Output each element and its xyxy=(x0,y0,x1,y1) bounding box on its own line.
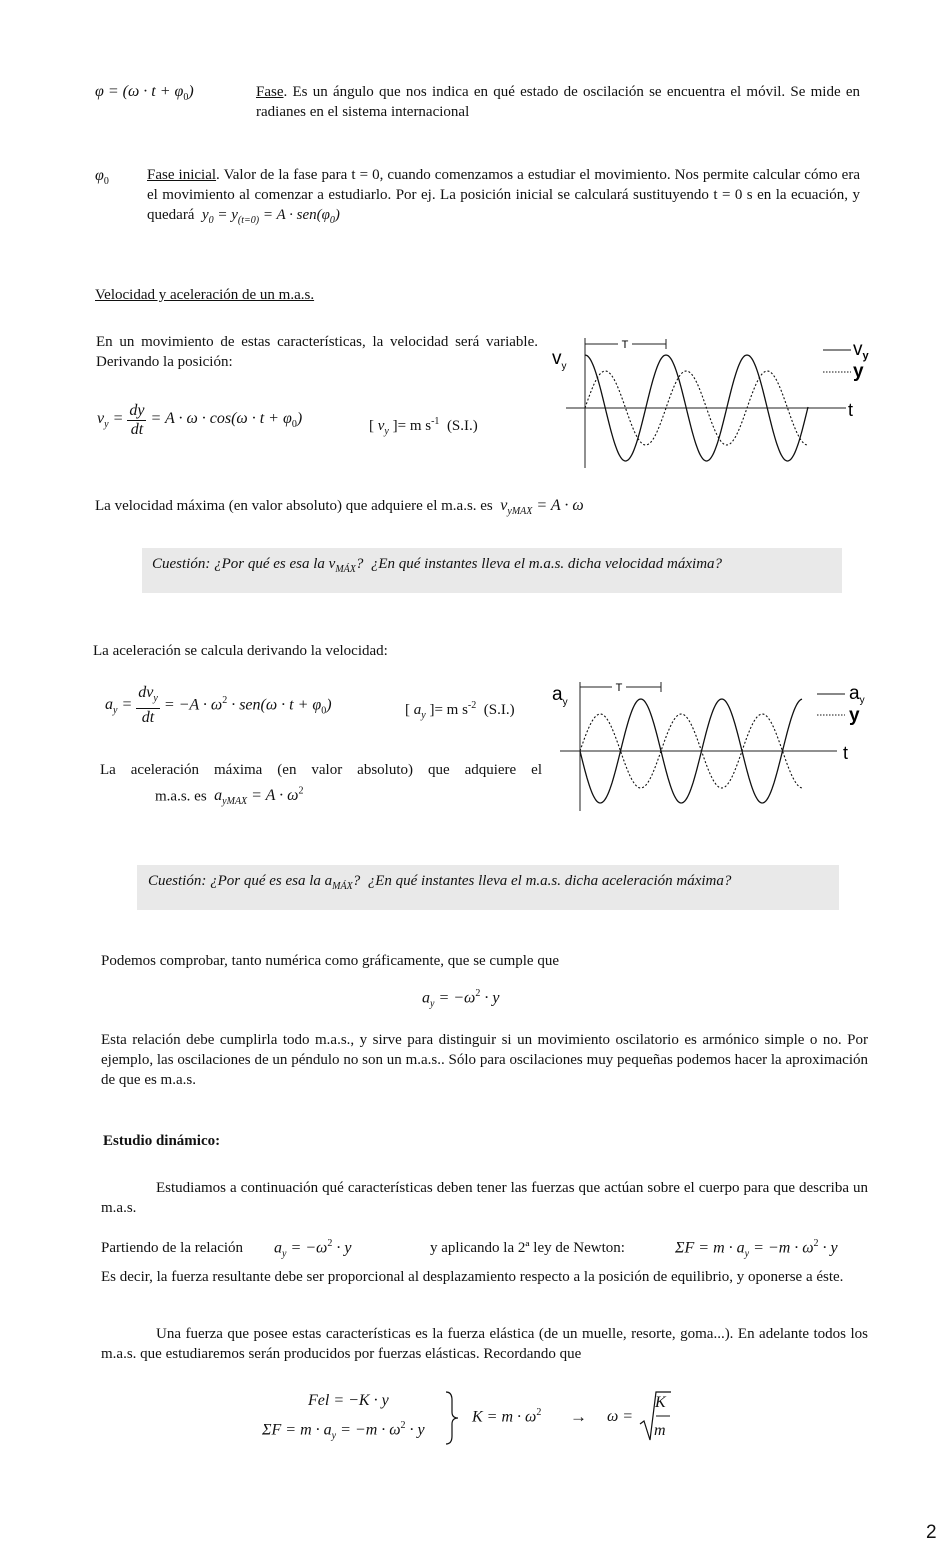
fase-inicial-definition xyxy=(147,165,860,231)
fase-inicial-symbol: $\varphi_0$ xyxy=(95,167,109,188)
dinamico-p2-mid: y aplicando la 2ª ley de Newton: xyxy=(430,1240,625,1256)
velocidad-max-text: La velocidad máxima (en valor absoluto) que adquiere el m.a.s. es xyxy=(95,498,493,514)
sqrt-denominator: m xyxy=(654,1422,666,1439)
aceleracion-intro: La aceleración se calcula derivando la velocidad: xyxy=(93,643,388,659)
relacion-text: Esta relación debe cumplirla todo m.a.s., y sirve para distinguir si un movimiento oscilatorio es armónico simple o no. Por ejemplo, las oscilaciones de un péndulo no son un m.a.s.. Sólo para oscilaciones muy pequeñas podemos hacer la aproximación de que es m.a.s. xyxy=(101,1032,868,1088)
fase-inicial-text: . Valor de la fase para t = 0, cuando comenzamos a estudiar el movimiento. Nos permite calcular cómo era el movimiento al comenzar a estudiarlo. Por ej. La posición inicial se calculará sustituyendo t = 0 s en la ecuación, y quedará xyxy=(147,167,860,223)
velocidad-max-line xyxy=(95,497,584,517)
aceleracion-max-text-2: m.a.s. es xyxy=(155,788,207,805)
dinamico-p1: Estudiamos a continuación qué características deben tener las fuerzas que actúan sobre el cuerpo para que describa un m.a.s. xyxy=(101,1180,868,1216)
fase-definition xyxy=(256,82,860,122)
dinamico-heading: Estudio dinámico: xyxy=(103,1133,221,1149)
velocity-graph xyxy=(548,330,878,475)
velocity-legend-dotted: y xyxy=(853,361,864,382)
fase-inicial-formula: $y_0 = y_{(t=0)} = A \cdot sen(\varphi_0)$ xyxy=(201,207,340,226)
velocidad-units: [ $v_y$ ]= m $s^{-1}$ (S.I.) xyxy=(369,416,478,437)
velocidad-intro: En un movimiento de estas características, la velocidad será variable. Derivando la posición: xyxy=(96,334,538,370)
dinamico-p4: Una fuerza que posee estas características es la fuerza elástica (de un muelle, resorte, goma...). En adelante todos los m.a.s. que estudiaremos serán producidos por fuerzas elásticas. Recordando que xyxy=(101,1326,868,1362)
dinamico-sys-2: $\Sigma F = m \cdot a_y = -m \cdot \omega^2 \cdot y$ xyxy=(262,1420,425,1442)
arrow-icon: → xyxy=(570,1407,587,1426)
fase-text: . Es un ángulo que nos indica en qué estado de oscilación se encuentra el móvil. Se mide en radianes en el sistema internacional xyxy=(256,84,860,120)
fase-inicial-term: Fase inicial xyxy=(147,167,217,183)
dinamico-p3: Es decir, la fuerza resultante debe ser proporcional al desplazamiento respecto a la posición de equilibrio, y oponerse a éste. xyxy=(101,1269,844,1285)
aceleracion-max-text-1: La aceleración máxima (en valor absoluto) que adquiere el xyxy=(100,762,542,778)
velocidad-max-formula: $v_{yMAX} = A \cdot \omega$ xyxy=(500,497,584,518)
dinamico-sys-1: Fel = −K · y xyxy=(308,1392,389,1409)
velocity-graph-period-label: T xyxy=(621,339,629,351)
velocidad-heading: Velocidad y aceleración de un m.a.s. xyxy=(95,287,315,303)
velocity-legend-solid: $v_y$ xyxy=(853,339,869,362)
aceleracion-question: Cuestión: ¿Por qué es esa la $a_{MÁX}$? ¿En qué instantes lleva el m.a.s. dicha aceleración máxima? xyxy=(148,873,732,892)
acceleration-legend-dotted: y xyxy=(849,705,860,726)
dinamico-p2-formula1: $a_y = -\omega^2 \cdot y$ xyxy=(274,1238,352,1260)
aceleracion-question-box xyxy=(137,865,839,910)
velocidad-question: Cuestión: ¿Por qué es esa la $v_{MÁX}$? ¿En qué instantes lleva el m.a.s. dicha velocidad máxima? xyxy=(152,556,723,575)
acceleration-graph-axis-label: $a_y$ xyxy=(552,684,568,708)
sqrt-numerator: K xyxy=(655,1394,666,1411)
velocidad-formula: $v_y$ = $\frac{dy}{dt}$ = $A \cdot \omega \cdot \cos(\omega \cdot t + \varphi_0)$ xyxy=(97,402,303,438)
aceleracion-max-formula: $a_{yMAX} = A \cdot \omega^2$ xyxy=(214,786,304,808)
page-number: 2 xyxy=(926,1522,937,1543)
relacion-formula: $a_y = -\omega^2 \cdot y$ xyxy=(422,988,500,1010)
acceleration-graph-time-label: t xyxy=(843,743,849,763)
fase-term: Fase xyxy=(256,84,284,100)
aceleracion-max-line xyxy=(155,786,303,808)
velocidad-question-box xyxy=(142,548,842,593)
acceleration-graph xyxy=(545,675,880,815)
brace-icon xyxy=(444,1390,460,1446)
relacion-intro: Podemos comprobar, tanto numérica como gráficamente, que se cumple que xyxy=(101,953,559,969)
aceleracion-units: [ $a_y$ ]= m $s^{-2}$ (S.I.) xyxy=(405,700,515,721)
fase-formula: $\varphi = (\omega \cdot t + \varphi_0)$ xyxy=(95,83,194,104)
acceleration-graph-period-label: T xyxy=(615,682,623,694)
dinamico-p2-start: Partiendo de la relación xyxy=(101,1240,244,1256)
dinamico-result: $K = m \cdot \omega^2$ xyxy=(472,1407,542,1426)
aceleracion-formula: $a_y$ = $dv_y$ dt = $-A \cdot \omega^2 \cdot sen(\omega \cdot t + \varphi_0)$ xyxy=(105,684,332,727)
velocity-graph-time-label: t xyxy=(848,400,854,420)
velocity-graph-axis-label: $v_y$ xyxy=(552,348,567,372)
acceleration-legend-solid: $a_y$ xyxy=(849,683,865,706)
dinamico-p2-formula2: $\Sigma F = m \cdot a_y = -m \cdot \omega^2 \cdot y$ xyxy=(675,1238,838,1260)
dinamico-omega: ω = xyxy=(607,1408,634,1425)
